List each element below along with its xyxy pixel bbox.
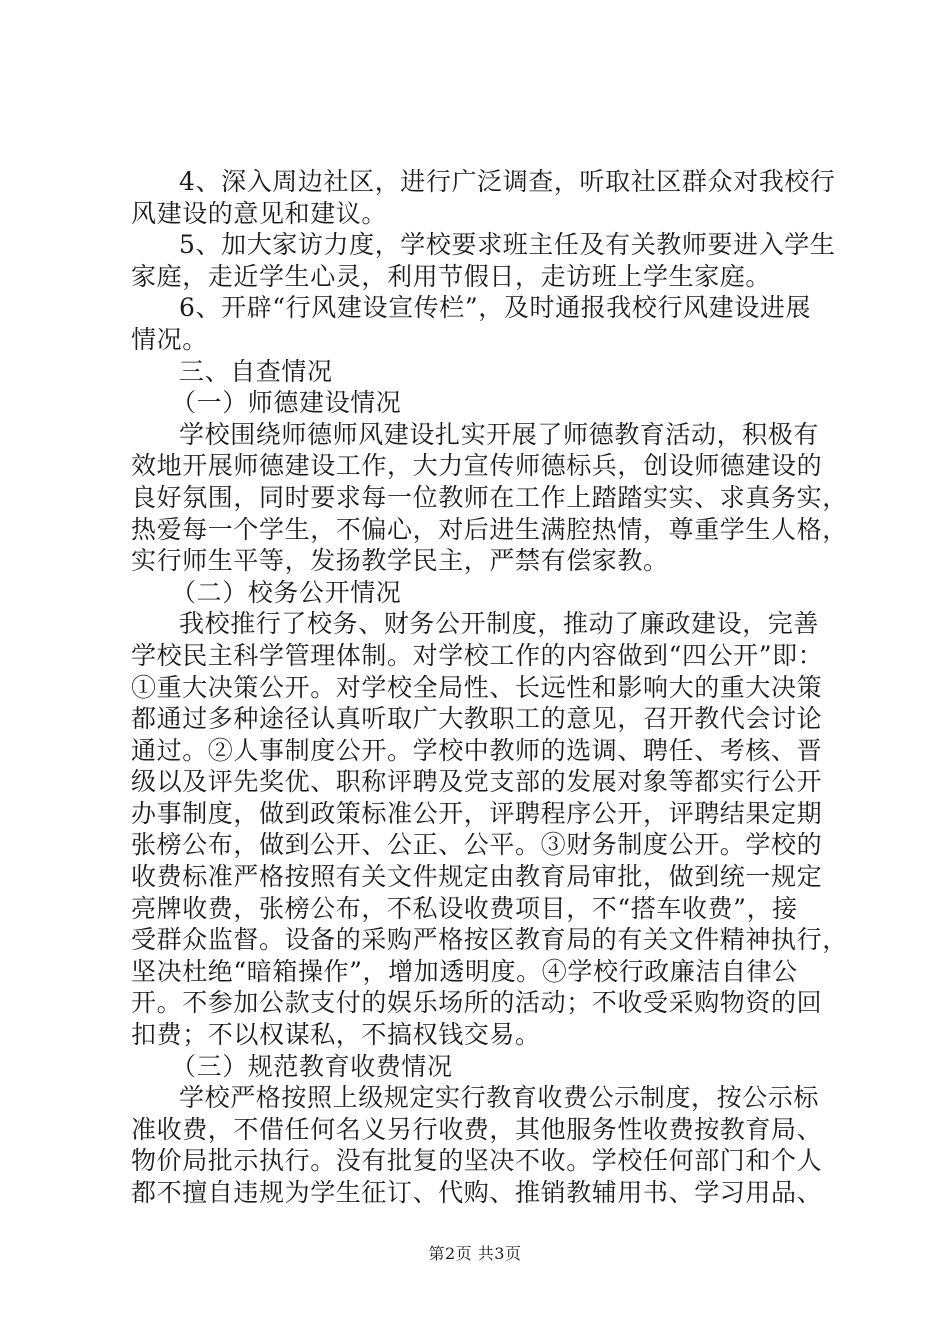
paragraph-line: 办事制度，做到政策标准公开，评聘程序公开，评聘结果定期 — [131, 798, 823, 828]
paragraph-line: 物价局批示执行。没有批复的坚决不收。学校任何部门和个人 — [131, 1146, 823, 1176]
subsection-heading: （一）师德建设情况 — [171, 388, 402, 418]
paragraph-line: 亮牌收费，张榜公布，不私设收费项目，不“搭车收费”，接 — [131, 893, 798, 923]
paragraph-line: 风建设的意见和建议。 — [131, 198, 388, 228]
paragraph-line: 都不擅自违规为学生征订、代购、推销教辅用书、学习用品、 — [131, 1178, 823, 1207]
paragraph-line: 受群众监督。设备的采购严格按区教育局的有关文件精神执行， — [131, 925, 848, 955]
paragraph-line: 情况。 — [131, 324, 208, 354]
paragraph-line: 家庭，走近学生心灵，利用节假日，走访班上学生家庭。 — [131, 261, 772, 291]
page-number-footer: 第2页 共3页 — [428, 1244, 522, 1263]
paragraph-line: 学校民主科学管理体制。对学校工作的内容做到“四公开”即： — [131, 640, 824, 670]
paragraph-line: ①重大决策公开。对学校全局性、长远性和影响大的重大决策 — [131, 672, 823, 702]
paragraph-line: 5、加大家访力度，学校要求班主任及有关教师要进入学生 — [179, 230, 836, 260]
paragraph-line: 热爱每一个学生，不偏心，对后进生满腔热情，尊重学生人格， — [131, 514, 848, 544]
paragraph-line: 扣费；不以权谋私，不搞权钱交易。 — [131, 1020, 541, 1050]
section-heading: 三、自查情况 — [179, 356, 333, 386]
paragraph-line: 良好氛围，同时要求每一位教师在工作上踏踏实实、求真务实， — [131, 482, 848, 512]
paragraph-line: 6、开辟“行风建设宣传栏”，及时通报我校行风建设进展 — [179, 293, 812, 323]
paragraph-line: 收费标准严格按照有关文件规定由教育局审批，做到统一规定 — [131, 862, 823, 892]
subsection-heading: （二）校务公开情况 — [171, 577, 402, 607]
document-body — [131, 166, 848, 1209]
paragraph-line: 坚决杜绝“暗箱操作”，增加透明度。④学校行政廉洁自律公 — [131, 956, 798, 986]
paragraph-line: 学校围绕师德师风建设扎实开展了师德教育活动，积极有 — [179, 419, 820, 449]
subsection-heading: （三）规范教育收费情况 — [171, 1051, 453, 1081]
paragraph-line: 实行师生平等，发扬教学民主，严禁有偿家教。 — [131, 546, 669, 576]
paragraph-line: 我校推行了校务、财务公开制度，推动了廉政建设，完善 — [179, 609, 820, 639]
paragraph-line: 都通过多种途径认真听取广大教职工的意见，召开教代会讨论 — [131, 704, 823, 734]
paragraph-line: 4、深入周边社区，进行广泛调查，听取社区群众对我校行 — [179, 167, 836, 196]
paragraph-line: 级以及评先奖优、职称评聘及党支部的发展对象等都实行公开 — [131, 767, 823, 797]
paragraph-line: 张榜公布，做到公开、公正、公平。③财务制度公开。学校的 — [131, 830, 823, 860]
paragraph-line: 效地开展师德建设工作，大力宣传师德标兵，创设师德建设的 — [131, 451, 823, 481]
paragraph-line: 准收费，不借任何名义另行收费，其他服务性收费按教育局、 — [131, 1114, 823, 1144]
paragraph-line: 通过。②人事制度公开。学校中教师的选调、聘任、考核、晋 — [131, 735, 823, 765]
paragraph-line: 学校严格按照上级规定实行教育收费公示制度，按公示标 — [179, 1083, 820, 1113]
paragraph-line: 开。不参加公款支付的娱乐场所的活动；不收受采购物资的回 — [131, 988, 823, 1018]
